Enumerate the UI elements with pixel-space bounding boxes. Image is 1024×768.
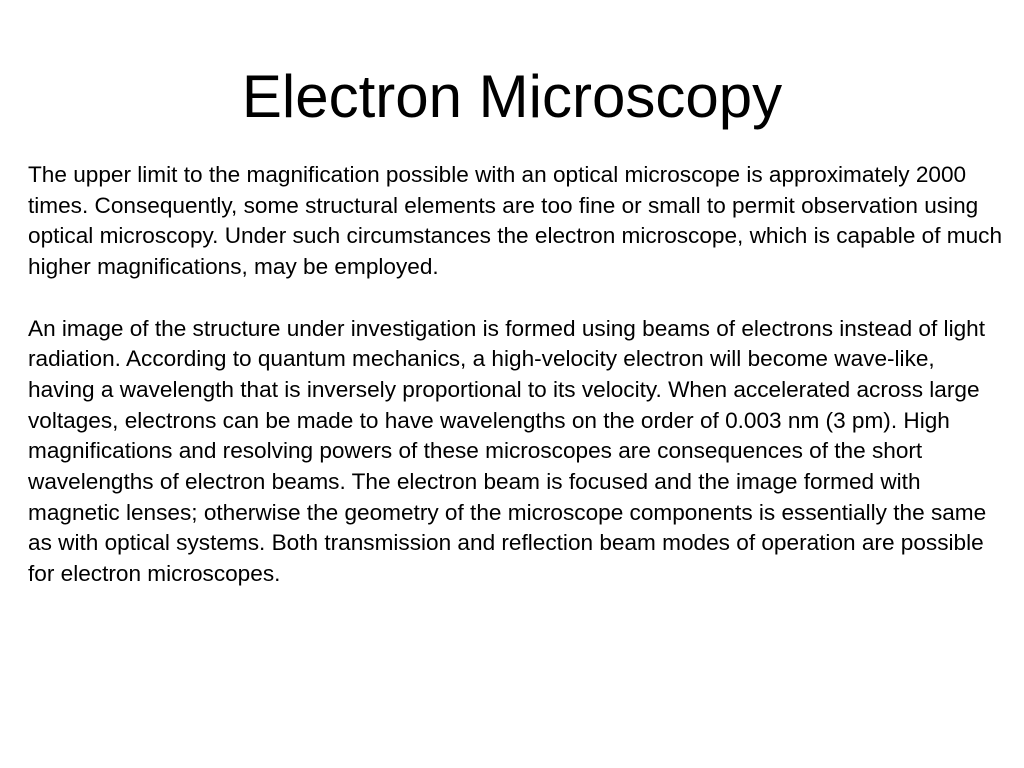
body-paragraph-1: The upper limit to the magnification possible with an optical microscope is approximately 2000 times. Consequently, some structural elements are too fine or small to permit observation using optical microscopy. Under such circumstances the electron microscope, which is capable of much higher magnifications, may be employed. xyxy=(28,162,1003,280)
slide-body xyxy=(28,160,1003,621)
slide-title: Electron Microscopy xyxy=(241,63,783,130)
body-paragraph-2: An image of the structure under investigation is formed using beams of electrons instead of light radiation. According to quantum mechanics, a high-velocity electron will become wave-like, having a wavelength that is inversely proportional to its velocity. When accelerated across large voltages, electrons can be made to have wavelengths on the order of 0.003 nm (3 pm). High magnifications and resolving powers of these microscopes are consequences of the short wavelengths of electron beams. The electron beam is focused and the image formed with magnetic lenses; otherwise the geometry of the microscope components is essentially the same as with optical systems. Both transmission and reflection beam modes of operation are possible for electron microscopes. xyxy=(28,315,987,587)
